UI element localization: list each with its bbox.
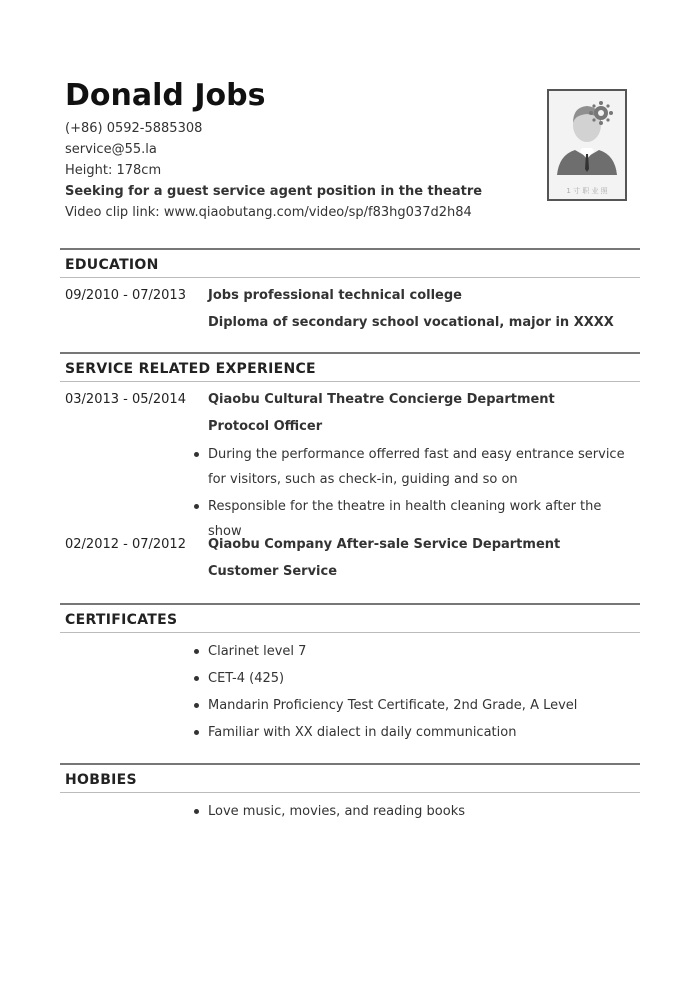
section-underline bbox=[60, 381, 640, 382]
contact-block bbox=[65, 118, 535, 223]
person-silhouette-icon bbox=[549, 91, 625, 199]
list-item-text: During the performance offerred fast and easy entrance service for visitors, such as check-in, guiding and so on bbox=[208, 447, 625, 487]
list-item-text: Familiar with XX dialect in daily communication bbox=[208, 725, 517, 740]
phone-number: (+86) 0592-5885308 bbox=[65, 121, 203, 136]
education-section bbox=[60, 248, 640, 330]
certificates-section bbox=[60, 603, 640, 740]
list-item bbox=[190, 666, 630, 691]
section-heading: HOBBIES bbox=[65, 772, 137, 788]
section-underline bbox=[60, 277, 640, 278]
video-link: Video clip link: www.qiaobutang.com/video/sp/f83hg037d2h84 bbox=[65, 205, 472, 220]
school-name: Jobs professional technical college bbox=[208, 288, 462, 303]
entry-date: 03/2013 - 05/2014 bbox=[65, 392, 186, 407]
section-heading: SERVICE RELATED EXPERIENCE bbox=[65, 361, 316, 377]
list-item-text: Love music, movies, and reading books bbox=[208, 804, 466, 819]
photo-caption: 1 寸 职 业 照 bbox=[566, 187, 608, 195]
list-item-text: Mandarin Proficiency Test Certificate, 2nd Grade, A Level bbox=[208, 698, 578, 713]
email-address: service@55.la bbox=[65, 142, 157, 157]
list-item bbox=[190, 639, 630, 664]
hobbies-section bbox=[60, 763, 640, 819]
company-name: Qiaobu Company After-sale Service Department bbox=[208, 537, 561, 552]
bullet-icon bbox=[194, 452, 199, 457]
bullet-icon bbox=[194, 649, 199, 654]
company-name: Qiaobu Cultural Theatre Concierge Department bbox=[208, 392, 555, 407]
list-item bbox=[190, 442, 630, 492]
bullet-icon bbox=[194, 809, 199, 814]
job-objective: Seeking for a guest service agent position in the theatre bbox=[65, 184, 483, 199]
entry-date: 02/2012 - 07/2012 bbox=[65, 537, 186, 552]
section-heading: CERTIFICATES bbox=[65, 612, 178, 628]
list-item-text: Clarinet level 7 bbox=[208, 644, 307, 659]
bullet-icon bbox=[194, 676, 199, 681]
job-title: Customer Service bbox=[208, 564, 338, 579]
profile-photo bbox=[547, 89, 627, 201]
experience-section bbox=[60, 352, 640, 579]
height-info: Height: 178cm bbox=[65, 163, 162, 178]
section-heading: EDUCATION bbox=[65, 257, 159, 273]
list-item bbox=[190, 693, 630, 718]
list-item-text: CET-4 (425) bbox=[208, 671, 285, 686]
bullet-icon bbox=[194, 504, 199, 509]
job-title: Protocol Officer bbox=[208, 419, 323, 434]
degree: Diploma of secondary school vocational, major in XXXX bbox=[208, 315, 614, 330]
list-item bbox=[190, 799, 630, 824]
section-underline bbox=[60, 632, 640, 633]
list-item-text: Responsible for the theatre in health cleaning work after the show bbox=[208, 499, 602, 539]
candidate-name: Donald Jobs bbox=[65, 78, 266, 113]
bullet-icon bbox=[194, 703, 199, 708]
list-item bbox=[190, 720, 630, 745]
entry-date: 09/2010 - 07/2013 bbox=[65, 288, 186, 303]
bullet-icon bbox=[194, 730, 199, 735]
section-underline bbox=[60, 792, 640, 793]
